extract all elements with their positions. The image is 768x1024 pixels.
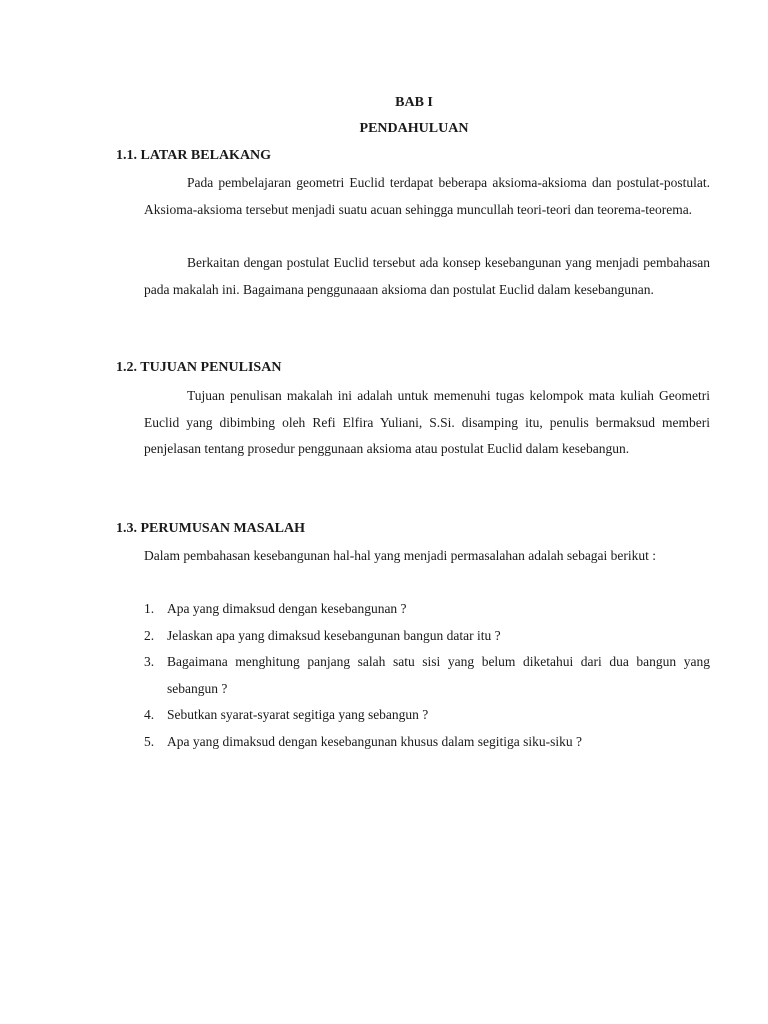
list-item	[144, 623, 710, 650]
list-item	[144, 729, 710, 756]
list-item-number: 5.	[144, 733, 155, 749]
list-item-text: Apa yang dimaksud dengan kesebangunan ?	[167, 601, 407, 616]
chapter-title: PENDAHULUAN	[359, 121, 469, 136]
list-item	[144, 649, 710, 702]
list-item-text: Sebutkan syarat-syarat segitiga yang sebangun ?	[167, 707, 429, 722]
list-item	[144, 596, 710, 623]
paragraph-perumusan-intro: Dalam pembahasan kesebangunan hal-hal yang menjadi permasalahan adalah sebagai berikut :	[144, 548, 657, 563]
paragraph-tujuan-penulisan: Tujuan penulisan makalah ini adalah untuk memenuhi tugas kelompok mata kuliah Geometri Euclid yang dibimbing oleh Refi Elfira Yuliani, S.Si. disamping itu, penulis bermaksud memberi penjelasan tentang prosedur penggunaan aksioma atau postulat Euclid dalam kesebangun.	[144, 388, 710, 456]
list-item-text: Jelaskan apa yang dimaksud kesebangunan bangun datar itu ?	[167, 627, 501, 643]
list-item-text: Bagaimana menghitung panjang salah satu sisi yang belum diketahui dari dua bangun yang sebangun ?	[167, 654, 710, 696]
chapter-number: BAB I	[395, 95, 433, 110]
list-item-number: 4.	[144, 707, 155, 722]
section-heading-perumusan-masalah: 1.3. PERUMUSAN MASALAH	[116, 521, 305, 536]
section-heading-latar-belakang: 1.1. LATAR BELAKANG	[116, 148, 272, 163]
paragraph-latar-belakang-1: Pada pembelajaran geometri Euclid terdapat beberapa aksioma-aksioma dan postulat-postulat. Aksioma-aksioma tersebut menjadi suatu acuan sehingga muncullah teori-teori dan teorema-teorema.	[144, 175, 710, 217]
paragraph-latar-belakang-2: Berkaitan dengan postulat Euclid tersebut ada konsep kesebangunan yang menjadi pembahasan pada makalah ini. Bagaimana penggunaaan aksioma dan postulat Euclid dalam kesebangunan.	[144, 255, 710, 297]
list-item-number: 3.	[144, 654, 155, 669]
list-item	[144, 702, 710, 729]
list-item-number: 2.	[144, 627, 155, 643]
problem-list	[144, 596, 710, 755]
list-item-text: Apa yang dimaksud dengan kesebangunan khusus dalam segitiga siku-siku ?	[167, 733, 583, 749]
section-heading-tujuan-penulisan: 1.2. TUJUAN PENULISAN	[116, 360, 282, 375]
list-item-number: 1.	[144, 601, 155, 616]
